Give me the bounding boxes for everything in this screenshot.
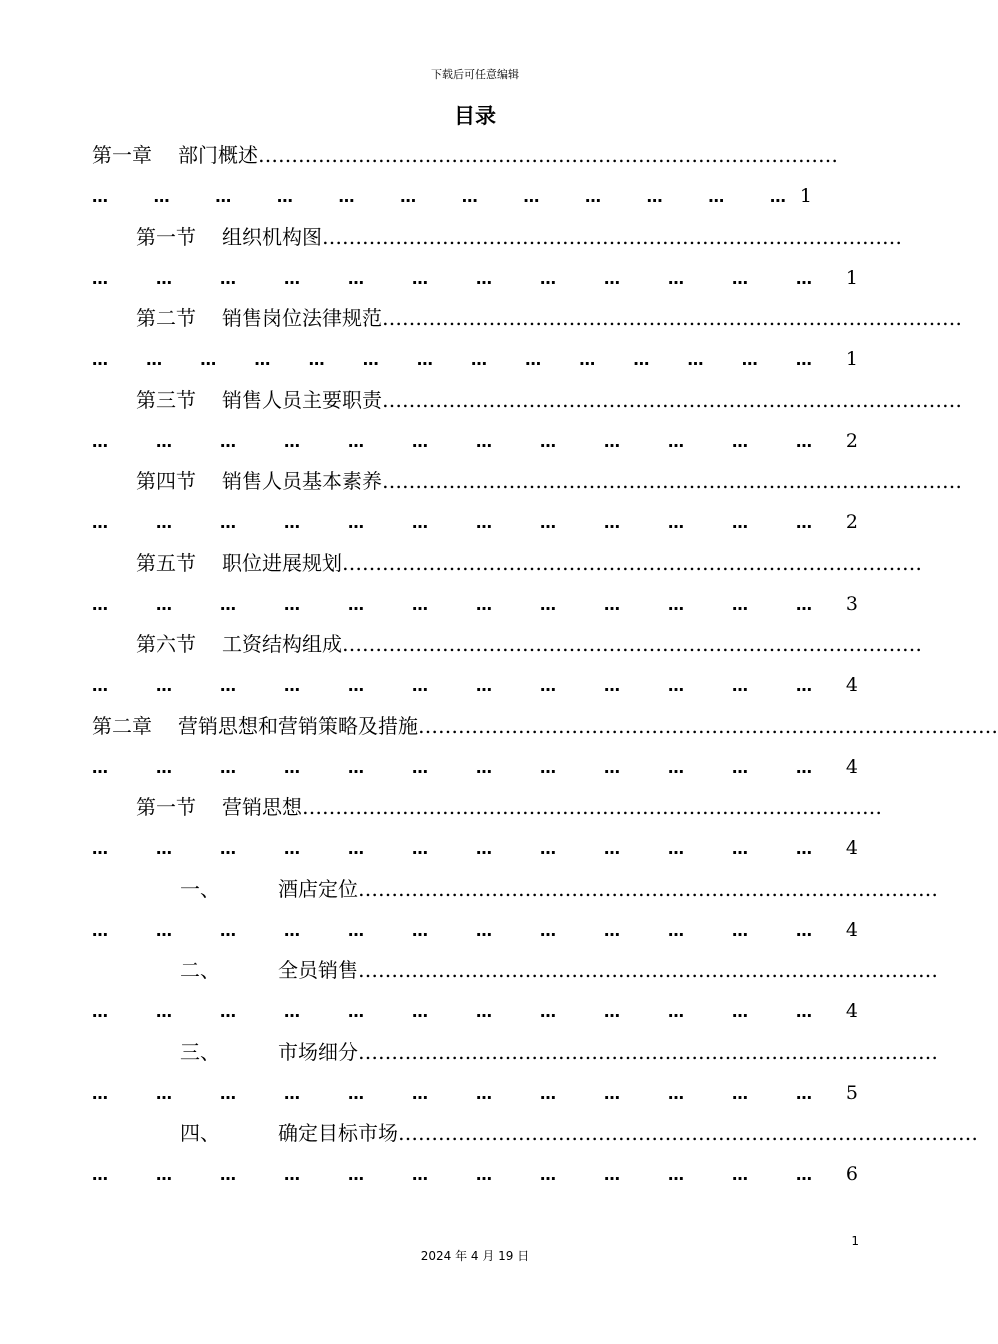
- leader-dot-group: …: [732, 1165, 748, 1184]
- toc-entry-page-number: 4: [845, 674, 858, 696]
- leader-dot-group: …: [708, 187, 725, 206]
- leader-dot-group: …: [412, 758, 428, 777]
- toc-leader-dots: ……………………………………………………………………………: [358, 1040, 938, 1064]
- toc-entry-number: 一、: [180, 877, 220, 901]
- page-number: 1: [851, 1234, 859, 1248]
- leader-dot-group: …: [92, 432, 108, 451]
- toc-leader-dots: ……………………………………………………………………………: [398, 1121, 978, 1145]
- toc-leader-dot-groups: [92, 757, 840, 779]
- toc-entry-page-number: 3: [845, 593, 858, 615]
- leader-dot-group: …: [796, 595, 812, 614]
- leader-dot-group: …: [348, 676, 364, 695]
- toc-entry-page-number: 4: [845, 837, 858, 859]
- leader-dot-group: …: [732, 1002, 748, 1021]
- leader-dot-group: …: [412, 839, 428, 858]
- toc-leader-dots: ……………………………………………………………………………: [302, 795, 882, 819]
- leader-dot-group: …: [796, 269, 812, 288]
- leader-dot-group: …: [732, 676, 748, 695]
- toc-entry[interactable]: [92, 303, 962, 383]
- toc-entry[interactable]: [92, 140, 858, 220]
- toc-title: 目录: [454, 104, 496, 128]
- toc-entry-page-line: [92, 586, 858, 616]
- leader-dot-group: …: [732, 1084, 748, 1103]
- toc-entry[interactable]: [92, 548, 922, 628]
- toc-entry-heading-line: [92, 548, 922, 578]
- toc-entry-page-line: [92, 993, 858, 1023]
- toc-entry-title: 营销思想: [222, 795, 302, 819]
- leader-dot-group: …: [476, 595, 492, 614]
- leader-dot-group: …: [348, 513, 364, 532]
- leader-dot-group: …: [284, 1084, 300, 1103]
- leader-dot-group: …: [348, 269, 364, 288]
- toc-entry-heading-line: [92, 222, 902, 252]
- leader-dot-group: …: [284, 269, 300, 288]
- leader-dot-group: …: [348, 1165, 364, 1184]
- toc-entry-number: 第四节: [136, 469, 196, 493]
- leader-dot-group: …: [476, 676, 492, 695]
- toc-entry-number: 第三节: [136, 388, 196, 412]
- leader-dot-group: …: [604, 513, 620, 532]
- leader-dot-group: …: [400, 187, 417, 206]
- toc-entry[interactable]: [92, 222, 902, 302]
- leader-dot-group: …: [220, 839, 236, 858]
- leader-dot-group: …: [523, 187, 540, 206]
- leader-dot-group: …: [540, 758, 556, 777]
- toc-entry-page-line: [92, 260, 858, 290]
- leader-dot-group: …: [153, 187, 170, 206]
- leader-dot-group: …: [220, 513, 236, 532]
- toc-leader-dot-groups: [92, 268, 840, 290]
- leader-dot-group: …: [156, 1002, 172, 1021]
- leader-dot-group: …: [796, 758, 812, 777]
- leader-dot-group: …: [308, 350, 325, 369]
- leader-dot-group: …: [796, 513, 812, 532]
- toc-entry-page-number: 4: [845, 756, 858, 778]
- leader-dot-group: …: [769, 187, 786, 206]
- toc-entry-page-line: [92, 667, 858, 697]
- toc-entry-heading-line: [92, 629, 922, 659]
- header-note: 下载后可任意编辑: [431, 68, 519, 81]
- leader-dot-group: …: [796, 432, 812, 451]
- leader-dot-group: …: [668, 432, 684, 451]
- toc-entry-title: 市场细分: [278, 1040, 358, 1064]
- toc-entry-number: 第二章: [92, 714, 152, 738]
- leader-dot-group: …: [156, 269, 172, 288]
- toc-entry-heading-line: [92, 303, 962, 333]
- toc-entry-title: 工资结构组成: [222, 632, 342, 656]
- leader-dot-group: …: [416, 350, 433, 369]
- leader-dot-group: …: [156, 839, 172, 858]
- toc-entry-heading-line: [92, 874, 938, 904]
- toc-entry-number: 第一节: [136, 225, 196, 249]
- toc-entry-heading-line: [92, 140, 858, 170]
- toc-entry-title: 全员销售: [278, 958, 358, 982]
- toc-entry-heading-line: [92, 385, 962, 415]
- leader-dot-group: …: [668, 513, 684, 532]
- toc-entry-page-number: 4: [845, 1000, 858, 1022]
- leader-dot-group: …: [795, 350, 812, 369]
- toc-leader-dots: ……………………………………………………………………………: [358, 958, 938, 982]
- toc-entry[interactable]: [92, 955, 938, 1035]
- toc-entry-page-line: [92, 178, 858, 208]
- leader-dot-group: …: [92, 1165, 108, 1184]
- leader-dot-group: …: [604, 758, 620, 777]
- toc-entry-number: 第一章: [92, 143, 152, 167]
- leader-dot-group: …: [579, 350, 596, 369]
- leader-dot-group: …: [92, 839, 108, 858]
- leader-dot-group: …: [92, 1084, 108, 1103]
- leader-dot-group: …: [476, 432, 492, 451]
- leader-dot-group: …: [156, 1084, 172, 1103]
- toc-entry[interactable]: [92, 466, 962, 546]
- leader-dot-group: …: [476, 758, 492, 777]
- leader-dot-group: …: [348, 921, 364, 940]
- leader-dot-group: …: [412, 513, 428, 532]
- toc-entry-page-number: 1: [845, 267, 858, 289]
- leader-dot-group: …: [200, 350, 217, 369]
- toc-entry-heading-line: [92, 711, 998, 741]
- leader-dot-group: …: [412, 676, 428, 695]
- leader-dot-group: …: [220, 758, 236, 777]
- leader-dot-group: …: [348, 1002, 364, 1021]
- toc-leader-dot-groups: [92, 186, 858, 208]
- leader-dot-group: …: [732, 269, 748, 288]
- leader-dot-group: …: [540, 595, 556, 614]
- leader-dot-group: …: [156, 432, 172, 451]
- leader-dot-group: …: [284, 1002, 300, 1021]
- leader-dot-group: …: [476, 1165, 492, 1184]
- leader-dot-group: …: [604, 1002, 620, 1021]
- toc-entry-page-line: [92, 341, 858, 371]
- leader-dot-group: …: [796, 1084, 812, 1103]
- toc-leader-dots: ……………………………………………………………………………: [258, 143, 838, 167]
- leader-dot-group: …: [284, 1165, 300, 1184]
- toc-leader-dot-groups: [92, 349, 840, 371]
- leader-dot-group: …: [412, 432, 428, 451]
- leader-dot-group: …: [156, 758, 172, 777]
- toc-leader-dots: ……………………………………………………………………………: [382, 469, 962, 493]
- leader-dot-group: …: [540, 432, 556, 451]
- leader-dot-group: …: [412, 269, 428, 288]
- leader-dot-group: …: [604, 432, 620, 451]
- leader-dot-group: …: [284, 921, 300, 940]
- leader-dot-group: …: [604, 269, 620, 288]
- leader-dot-group: …: [146, 350, 163, 369]
- leader-dot-group: …: [668, 676, 684, 695]
- toc-leader-dot-groups: [92, 1164, 840, 1186]
- toc-entry[interactable]: [92, 792, 882, 872]
- leader-dot-group: …: [284, 758, 300, 777]
- toc-leader-dot-groups: [92, 920, 840, 942]
- toc-leader-dots: ……………………………………………………………………………: [342, 632, 922, 656]
- leader-dot-group: …: [732, 839, 748, 858]
- leader-dot-group: …: [668, 269, 684, 288]
- leader-dot-group: …: [348, 595, 364, 614]
- toc-entry-page-line: [92, 423, 858, 453]
- leader-dot-group: …: [540, 839, 556, 858]
- leader-dot-group: …: [220, 1002, 236, 1021]
- toc-leader-dots: ……………………………………………………………………………: [418, 714, 998, 738]
- toc-entry-title: 职位进展规划: [222, 551, 342, 575]
- leader-dot-group: …: [540, 513, 556, 532]
- leader-dot-group: …: [796, 839, 812, 858]
- toc-entry[interactable]: [92, 711, 998, 791]
- toc-leader-dots: ……………………………………………………………………………: [322, 225, 902, 249]
- toc-leader-dots: ……………………………………………………………………………: [342, 551, 922, 575]
- toc-entry-number: 第五节: [136, 551, 196, 575]
- leader-dot-group: …: [220, 595, 236, 614]
- toc-leader-dots: ……………………………………………………………………………: [358, 877, 938, 901]
- leader-dot-group: …: [92, 758, 108, 777]
- toc-entry[interactable]: [92, 1037, 938, 1117]
- leader-dot-group: …: [668, 1165, 684, 1184]
- toc-entry-title: 部门概述: [178, 143, 258, 167]
- toc-leader-dot-groups: [92, 512, 840, 534]
- leader-dot-group: …: [476, 1084, 492, 1103]
- leader-dot-group: …: [92, 350, 108, 369]
- leader-dot-group: …: [412, 1165, 428, 1184]
- leader-dot-group: …: [412, 1002, 428, 1021]
- leader-dot-group: …: [92, 676, 108, 695]
- leader-dot-group: …: [732, 513, 748, 532]
- toc-entry-number: 二、: [180, 958, 220, 982]
- toc-entry-title: 销售岗位法律规范: [222, 306, 382, 330]
- leader-dot-group: …: [604, 839, 620, 858]
- leader-dot-group: …: [338, 187, 355, 206]
- leader-dot-group: …: [633, 350, 650, 369]
- toc-entry-page-line: [92, 912, 858, 942]
- leader-dot-group: …: [156, 676, 172, 695]
- leader-dot-group: …: [470, 350, 487, 369]
- toc-leader-dot-groups: [92, 675, 840, 697]
- leader-dot-group: …: [540, 1165, 556, 1184]
- leader-dot-group: …: [156, 595, 172, 614]
- leader-dot-group: …: [220, 1165, 236, 1184]
- leader-dot-group: …: [348, 1084, 364, 1103]
- leader-dot-group: …: [604, 676, 620, 695]
- toc-entry-heading-line: [92, 955, 938, 985]
- toc-entry-page-number: 2: [845, 430, 858, 452]
- toc-entry-number: 三、: [180, 1040, 220, 1064]
- toc-entry-number: 第二节: [136, 306, 196, 330]
- leader-dot-group: …: [412, 1084, 428, 1103]
- leader-dot-group: …: [461, 187, 478, 206]
- toc-entry-page-line: [92, 1156, 858, 1186]
- leader-dot-group: …: [646, 187, 663, 206]
- leader-dot-group: …: [668, 1084, 684, 1103]
- leader-dot-group: …: [540, 1002, 556, 1021]
- leader-dot-group: …: [220, 1084, 236, 1103]
- toc-leader-dots: ……………………………………………………………………………: [382, 388, 962, 412]
- leader-dot-group: …: [668, 758, 684, 777]
- leader-dot-group: …: [741, 350, 758, 369]
- leader-dot-group: …: [92, 921, 108, 940]
- leader-dot-group: …: [540, 921, 556, 940]
- toc-entry-heading-line: [92, 792, 882, 822]
- leader-dot-group: …: [348, 839, 364, 858]
- toc-entry-title: 组织机构图: [222, 225, 322, 249]
- leader-dot-group: …: [284, 432, 300, 451]
- toc-entry-heading-line: [92, 1037, 938, 1067]
- leader-dot-group: …: [525, 350, 542, 369]
- toc-entry-number: 第六节: [136, 632, 196, 656]
- toc-leader-dot-groups: [92, 594, 840, 616]
- toc-entry-page-number: 2: [845, 511, 858, 533]
- leader-dot-group: …: [92, 187, 108, 206]
- leader-dot-group: …: [540, 676, 556, 695]
- leader-dot-group: …: [476, 839, 492, 858]
- leader-dot-group: …: [476, 269, 492, 288]
- toc-leader-dots: ……………………………………………………………………………: [382, 306, 962, 330]
- leader-dot-group: …: [668, 921, 684, 940]
- toc-entry-heading-line: [92, 1118, 978, 1148]
- leader-dot-group: …: [276, 187, 293, 206]
- leader-dot-group: …: [668, 839, 684, 858]
- toc-entry-page-number: 1: [799, 185, 812, 207]
- toc-leader-dot-groups: [92, 1083, 840, 1105]
- leader-dot-group: …: [215, 187, 232, 206]
- leader-dot-group: …: [604, 595, 620, 614]
- leader-dot-group: …: [92, 1002, 108, 1021]
- toc-entry-number: 四、: [180, 1121, 220, 1145]
- toc-entry-title: 酒店定位: [278, 877, 358, 901]
- toc-leader-dot-groups: [92, 1001, 840, 1023]
- toc-entry-heading-line: [92, 466, 962, 496]
- leader-dot-group: …: [220, 921, 236, 940]
- leader-dot-group: …: [284, 595, 300, 614]
- leader-dot-group: …: [540, 269, 556, 288]
- leader-dot-group: …: [687, 350, 704, 369]
- toc-entry-page-line: [92, 749, 858, 779]
- toc-entry-page-line: [92, 1075, 858, 1105]
- toc-entry-number: 第一节: [136, 795, 196, 819]
- leader-dot-group: …: [668, 595, 684, 614]
- leader-dot-group: …: [604, 921, 620, 940]
- toc-entry-title: 确定目标市场: [278, 1121, 398, 1145]
- leader-dot-group: …: [284, 839, 300, 858]
- leader-dot-group: …: [796, 676, 812, 695]
- leader-dot-group: …: [156, 513, 172, 532]
- toc-leader-dot-groups: [92, 838, 840, 860]
- leader-dot-group: …: [732, 921, 748, 940]
- toc-entry-page-line: [92, 830, 858, 860]
- toc-entry[interactable]: [92, 385, 962, 465]
- toc-entry-page-number: 5: [845, 1082, 858, 1104]
- toc-entry[interactable]: [92, 1118, 978, 1198]
- toc-entry-page-number: 4: [845, 919, 858, 941]
- toc-entry-title: 销售人员主要职责: [222, 388, 382, 412]
- leader-dot-group: …: [732, 758, 748, 777]
- leader-dot-group: …: [732, 432, 748, 451]
- toc-entry[interactable]: [92, 629, 922, 709]
- leader-dot-group: …: [220, 269, 236, 288]
- leader-dot-group: …: [412, 595, 428, 614]
- leader-dot-group: …: [668, 1002, 684, 1021]
- toc-entry-page-line: [92, 504, 858, 534]
- leader-dot-group: …: [220, 676, 236, 695]
- footer-date: 2024 年 4 月 19 日: [420, 1249, 530, 1263]
- leader-dot-group: …: [220, 432, 236, 451]
- leader-dot-group: …: [476, 921, 492, 940]
- toc-leader-dot-groups: [92, 431, 840, 453]
- toc-entry-title: 营销思想和营销策略及措施: [178, 714, 418, 738]
- leader-dot-group: …: [254, 350, 271, 369]
- leader-dot-group: …: [348, 758, 364, 777]
- leader-dot-group: …: [362, 350, 379, 369]
- leader-dot-group: …: [585, 187, 601, 206]
- leader-dot-group: …: [476, 1002, 492, 1021]
- leader-dot-group: …: [412, 921, 428, 940]
- leader-dot-group: …: [796, 1002, 812, 1021]
- toc-entry-page-number: 1: [845, 348, 858, 370]
- leader-dot-group: …: [540, 1084, 556, 1103]
- leader-dot-group: …: [284, 513, 300, 532]
- leader-dot-group: …: [156, 921, 172, 940]
- toc-entry-title: 销售人员基本素养: [222, 469, 382, 493]
- leader-dot-group: …: [92, 595, 108, 614]
- leader-dot-group: …: [796, 921, 812, 940]
- leader-dot-group: …: [604, 1084, 620, 1103]
- leader-dot-group: …: [732, 595, 748, 614]
- leader-dot-group: …: [604, 1165, 620, 1184]
- leader-dot-group: …: [284, 676, 300, 695]
- leader-dot-group: …: [156, 1165, 172, 1184]
- toc-entry-page-number: 6: [845, 1163, 858, 1185]
- leader-dot-group: …: [796, 1165, 812, 1184]
- toc-entry[interactable]: [92, 874, 938, 954]
- leader-dot-group: …: [92, 513, 108, 532]
- leader-dot-group: …: [92, 269, 108, 288]
- leader-dot-group: …: [476, 513, 492, 532]
- leader-dot-group: …: [348, 432, 364, 451]
